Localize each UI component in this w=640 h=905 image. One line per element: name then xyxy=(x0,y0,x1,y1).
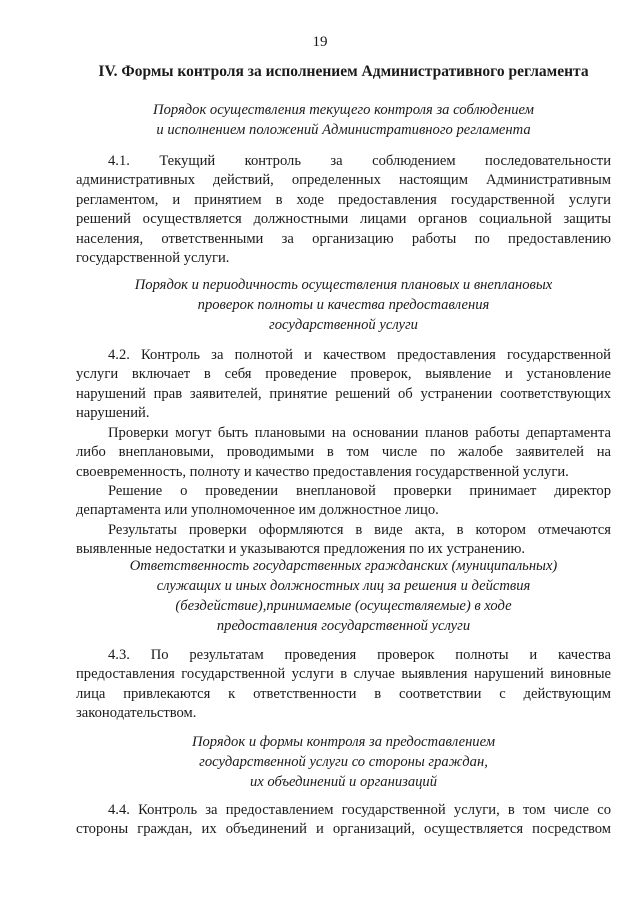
paragraph-line: своевременность, полноту и качество предоставления государственной услуги. xyxy=(76,463,569,480)
paragraph-line: законодательством. xyxy=(76,705,197,722)
paragraph-line: Решение о проведении внеплановой проверки принимает директор xyxy=(108,483,611,499)
section-heading-current-control xyxy=(76,100,611,140)
heading-line: Порядок осуществления текущего контроля за соблюдением xyxy=(153,102,534,118)
heading-line: Порядок и формы контроля за предоставлением xyxy=(191,734,496,750)
paragraph-line: выявленные недостатки и указываются предложения по их устранению. xyxy=(76,541,526,558)
paragraph-line: нарушений прав заявителей, принятие решений об устранении соответствующих xyxy=(76,385,611,402)
section-heading-citizen-control xyxy=(76,732,611,792)
paragraph-line: населения, ответственными за организацию работы по предоставлению xyxy=(76,230,611,247)
paragraph-line: предоставления государственной услуги в случае выявления нарушений виновные xyxy=(76,666,611,683)
paragraph-line: 4.1. Текущий контроль за соблюдением последовательности xyxy=(108,153,611,169)
paragraph-4-3 xyxy=(76,646,611,724)
paragraph-line: услуги включает в себя проведение проверок, выявление и установление xyxy=(76,366,611,383)
paragraph-line: стороны граждан, их объединений и организаций, осуществляется посредством xyxy=(76,821,611,838)
paragraph-line: 4.3. По результатам проведения проверок полноты и качества xyxy=(108,647,611,663)
paragraph-line: нарушений. xyxy=(76,405,150,422)
paragraph-inspections-types xyxy=(76,424,611,482)
paragraph-4-4 xyxy=(76,801,611,840)
heading-line: проверок полноты и качества предоставления xyxy=(197,297,490,313)
heading-line: служащих и иных должностных лиц за решения и действия xyxy=(156,578,531,594)
paragraph-line: решений осуществляется должностными лицами органов социальной защиты xyxy=(76,211,611,228)
heading-line: предоставления государственной услуги xyxy=(216,618,471,634)
paragraph-4-2 xyxy=(76,346,611,424)
heading-line: их объединений и организаций xyxy=(249,774,438,790)
paragraph-inspection-results xyxy=(76,521,611,560)
heading-line: и исполнением положений Административного регламента xyxy=(156,122,531,138)
paragraph-line: департамента или уполномоченное им должностное лицо. xyxy=(76,502,439,519)
page-title: IV. Формы контроля за исполнением Административного регламента xyxy=(98,63,589,80)
heading-line: (бездействие),принимаемые (осуществляемые) в ходе xyxy=(175,598,512,614)
page-number: 19 xyxy=(312,34,328,50)
section-heading-responsibility xyxy=(76,556,611,636)
paragraph-line: государственной услуги. xyxy=(76,250,230,267)
paragraph-line: 4.4. Контроль за предоставлением государственной услуги, в том числе со xyxy=(108,802,611,818)
heading-line: Ответственность государственных гражданских (муниципальных) xyxy=(129,558,558,574)
paragraph-unscheduled-decision xyxy=(76,482,611,521)
section-heading-inspections xyxy=(76,275,611,335)
heading-line: государственной услуги xyxy=(269,317,418,333)
paragraph-line: либо внеплановыми, проводимыми в том числе по жалобе заявителей на xyxy=(76,444,611,461)
paragraph-line: административных действий, определенных настоящим Административным xyxy=(76,172,611,189)
heading-line: государственной услуги со стороны граждан, xyxy=(199,754,488,770)
paragraph-line: Результаты проверки оформляются в виде акта, в котором отмечаются xyxy=(108,522,611,538)
paragraph-line: лица привлекаются к ответственности в соответствии с действующим xyxy=(76,685,611,702)
paragraph-line: Проверки могут быть плановыми на основании планов работы департамента xyxy=(108,425,611,441)
paragraph-line: регламентом, и принятием в ходе предоставления государственной услуги xyxy=(76,191,611,208)
heading-line: Порядок и периодичность осуществления плановых и внеплановых xyxy=(134,277,553,293)
paragraph-4-1 xyxy=(76,152,611,268)
paragraph-line: 4.2. Контроль за полнотой и качеством предоставления государственной xyxy=(108,347,611,363)
